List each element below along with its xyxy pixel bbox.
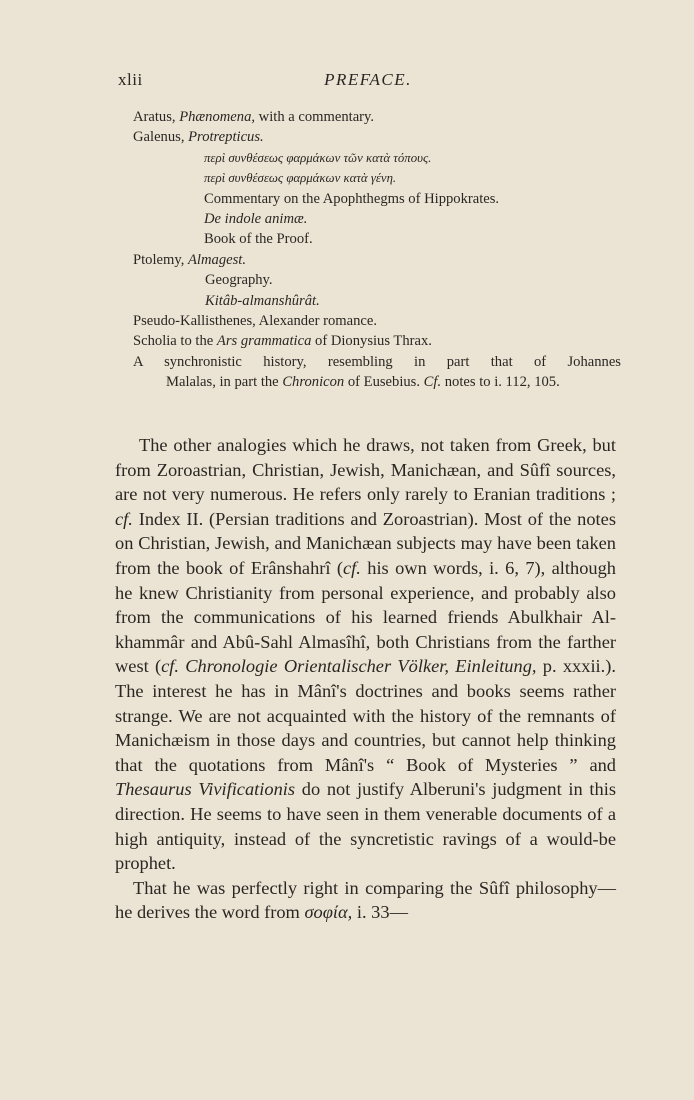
- work-title: Commentary on the Apophthegms of Hippokrates.: [204, 190, 500, 207]
- work-title: Almagest.: [188, 251, 246, 268]
- list-item: [133, 250, 621, 270]
- paragraph: [115, 433, 616, 876]
- text-run: his own words, i. 6, 7), although he knew Christianity from personal experience, and probably also from the communications of his learned friends Abulkhair Al-khammâr and Abû-Sahl Almasîhî, both Christians from the farther west (: [115, 557, 616, 677]
- entry-note: with a commentary.: [255, 109, 375, 125]
- author-name: Ptolemy,: [133, 251, 185, 268]
- entry-text: Scholia to the: [133, 333, 217, 350]
- work-title: Kitâb-almanshûrât.: [205, 292, 320, 309]
- cf-abbrev: cf.: [115, 508, 133, 529]
- paragraph: [115, 876, 616, 925]
- list-item: Pseudo-Kallisthenes, Alexander romance.: [133, 313, 377, 330]
- entry-text: of Eusebius.: [344, 374, 424, 391]
- text-run: p. xxxii.). The interest he has in Mânî's doctrines and books seems rather strange. We are not acquainted with the history of the remnants of Manichæism in those days and countries, but cannot help thinking that the quotations from Mânî's “ Book of Mysteries ” and: [115, 656, 616, 775]
- cf-abbrev: cf.: [161, 656, 179, 677]
- page-number: xlii: [118, 70, 143, 89]
- body-text: [115, 433, 616, 925]
- running-title: PREFACE.: [324, 70, 412, 89]
- work-title: Thesaurus Vivificationis: [115, 779, 296, 800]
- text-run: Index II. (Persian traditions and Zoroastrian). Most of the notes on Christian, Jewish, and Manichæan subjects may have been taken from the book of Erânshahrî (: [115, 508, 616, 578]
- list-item: [133, 331, 621, 351]
- entry-text: Malalas, in part the: [166, 374, 283, 391]
- works-list: [133, 107, 621, 393]
- greek-word: σοφία,: [304, 902, 353, 923]
- work-title: Chronologie Orientalischer Völker, Einleitung,: [179, 656, 537, 677]
- page-header: [118, 70, 618, 94]
- text-run: do not justify Alberuni's judgment in this direction. He seems to have seen in them venerable documents of a high antiquity, instead of the syncretistic ravings of a would-be prophet.: [115, 779, 616, 874]
- author-name: Galenus,: [133, 129, 185, 146]
- entry-text: of Dionysius Thrax.: [311, 333, 432, 350]
- greek-title: περὶ συνθέσεως φαρμάκων τῶν κατὰ τόπους.: [204, 150, 432, 165]
- list-item: [133, 107, 621, 127]
- list-item: [133, 352, 621, 393]
- work-title: De indole animæ.: [204, 211, 308, 228]
- cf-abbrev: cf.: [343, 557, 361, 578]
- work-title: Geography.: [205, 272, 273, 289]
- work-title: Protrepticus.: [188, 129, 264, 146]
- cf-abbrev: Cf.: [423, 374, 442, 391]
- entry-text: notes to i. 112, 105.: [441, 374, 560, 391]
- list-item: [133, 127, 621, 147]
- work-title: Chronicon: [282, 374, 345, 391]
- text-run: That he was perfectly right in comparing the Sûfî philosophy—he derives the word from: [115, 877, 616, 923]
- work-title: Ars grammatica: [216, 333, 312, 350]
- entry-text: A synchronistic history, resembling in part that of Johannes: [133, 353, 621, 370]
- work-title: Book of the Proof.: [204, 231, 313, 248]
- greek-title: περὶ συνθέσεως φαρμάκων κατὰ γένη.: [204, 171, 397, 186]
- text-run: The other analogies which he draws, not taken from Greek, but from Zoroastrian, Christian, Jewish, Manichæan, and Sûfî sources, are not very numerous. He refers only rarely to Eranian traditions ;: [115, 435, 616, 505]
- work-title: Phænomena,: [179, 109, 256, 125]
- author-name: Aratus,: [133, 109, 176, 125]
- text-run: i. 33—: [352, 902, 408, 923]
